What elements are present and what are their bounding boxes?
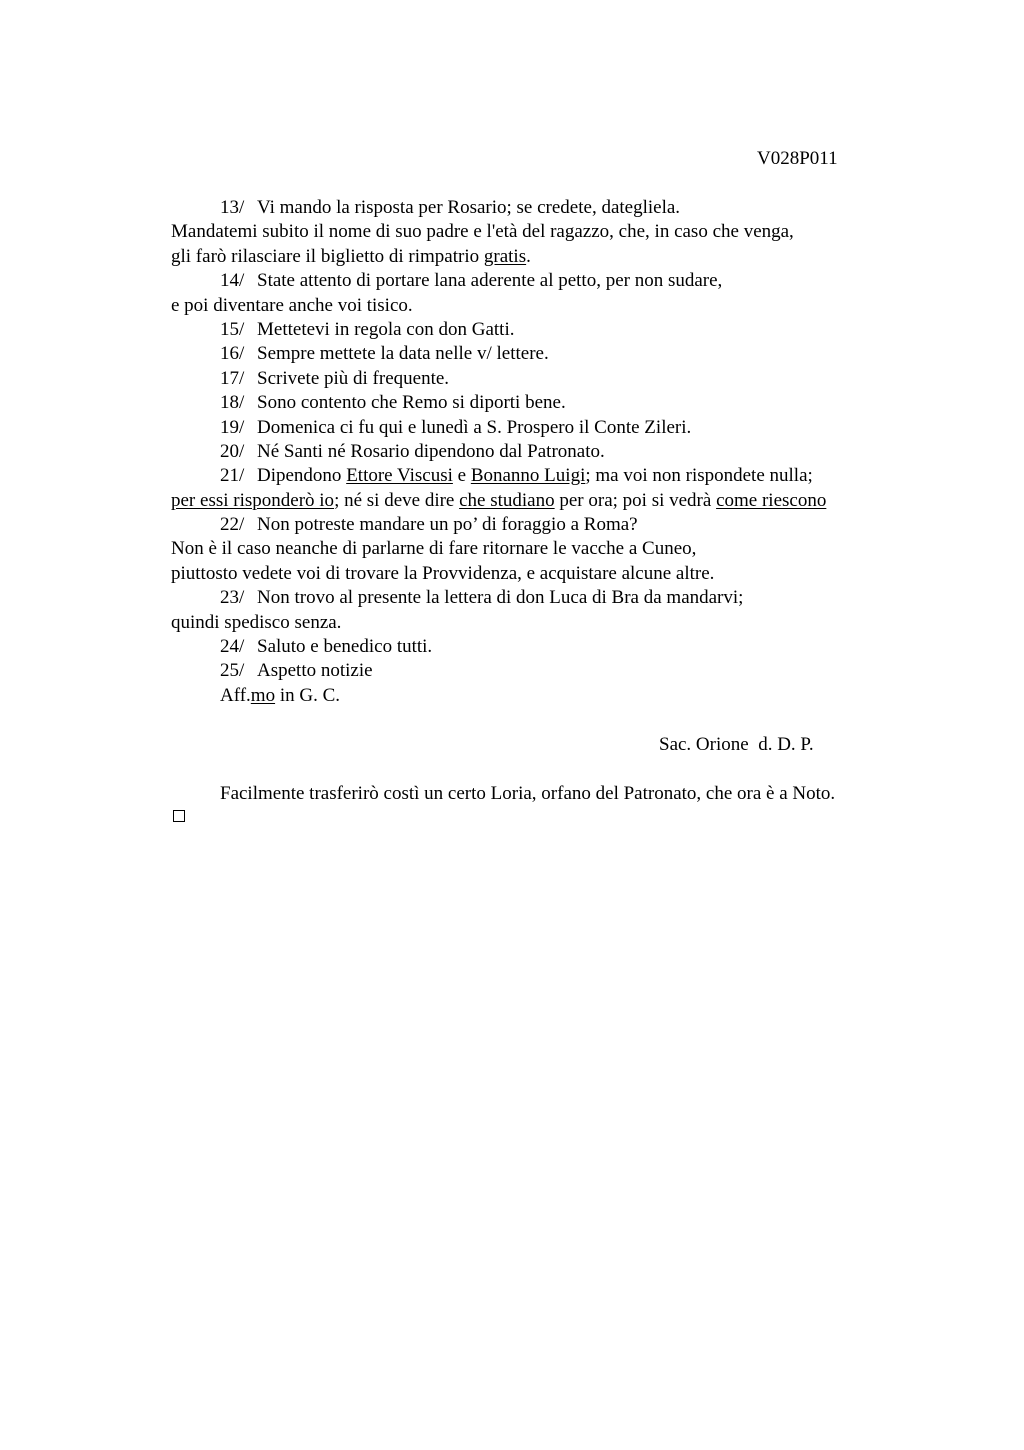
- line-text: Scrivete più di frequente.: [257, 367, 450, 389]
- line-text: in G. C.: [275, 684, 341, 706]
- line-text: e: [452, 465, 471, 487]
- line-text: ; né si deve dire: [334, 489, 460, 511]
- item-number: 15/: [220, 318, 245, 340]
- letter-line: [171, 220, 911, 244]
- letter-line: [171, 416, 911, 440]
- letter-line: [171, 464, 911, 488]
- item-number: 16/: [220, 343, 245, 365]
- letter-line: [171, 440, 911, 464]
- letter-line: [171, 586, 911, 610]
- item-number: 13/: [220, 197, 245, 218]
- line-text: e poi diventare anche voi tisico.: [171, 294, 413, 316]
- item-number: 24/: [220, 636, 245, 658]
- letter-line: [171, 489, 911, 513]
- underlined-text: gratis: [483, 245, 527, 267]
- letter-line: [171, 269, 911, 293]
- letter-line: [171, 196, 911, 220]
- underlined-text: che studiano: [459, 489, 555, 511]
- letter-line: [171, 513, 911, 537]
- letter-line: [171, 294, 911, 318]
- letter-line: [171, 659, 911, 683]
- line-text: Aff.: [220, 684, 251, 706]
- item-number: 18/: [220, 392, 245, 414]
- item-number: 21/: [220, 465, 245, 487]
- end-mark-box-icon: [173, 810, 185, 822]
- line-text: Vi mando la risposta per Rosario; se credete, dategliela.: [257, 197, 681, 218]
- letter-line: [171, 367, 911, 391]
- underlined-text: come riescono: [716, 489, 827, 511]
- line-text: Né Santi né Rosario dipendono dal Patronato.: [257, 440, 605, 462]
- line-text: gli farò rilasciare il biglietto di rimpatrio: [171, 245, 484, 267]
- letter-line: [171, 318, 911, 342]
- item-number: 20/: [220, 440, 245, 462]
- letter-line: [171, 391, 911, 415]
- line-text: Aspetto notizie: [257, 660, 373, 682]
- item-number: 17/: [220, 367, 245, 389]
- line-text: .: [526, 245, 531, 267]
- underlined-text: Ettore Viscusi: [346, 465, 453, 487]
- letter-line: [171, 342, 911, 366]
- underlined-text: mo: [250, 684, 276, 706]
- item-number: 14/: [220, 270, 245, 292]
- item-number: 25/: [220, 660, 245, 682]
- underlined-text: Bonanno Luigi: [470, 465, 586, 487]
- letter-line: [171, 635, 911, 659]
- underlined-text: per essi risponderò io: [171, 489, 335, 511]
- line-text: ; ma voi non rispondete nulla;: [585, 465, 813, 487]
- line-text: quindi spedisco senza.: [171, 611, 342, 633]
- item-number: 22/: [220, 514, 245, 536]
- line-text: Dipendono: [257, 465, 347, 487]
- item-number: 23/: [220, 587, 245, 609]
- line-text: Non è il caso neanche di parlarne di fare ritornare le vacche a Cuneo,: [171, 538, 697, 560]
- line-text: Saluto e benedico tutti.: [257, 636, 433, 658]
- line-text: Sempre mettete la data nelle v/ lettere.: [257, 343, 549, 365]
- item-number: 19/: [220, 416, 245, 438]
- line-text: per ora; poi si vedrà: [554, 489, 717, 511]
- letter-line: [171, 245, 911, 269]
- line-text: State attento di portare lana aderente al petto, per non sudare,: [257, 270, 723, 292]
- letter-line: [171, 611, 911, 635]
- letter-line: [171, 562, 911, 586]
- postscript: Facilmente trasferirò costì un certo Loria, orfano del Patronato, che ora è a Noto.: [220, 783, 836, 804]
- line-text: Domenica ci fu qui e lunedì a S. Prospero il Conte Zileri.: [257, 416, 692, 438]
- letter-line: [171, 537, 911, 561]
- line-text: piuttosto vedete voi di trovare la Provvidenza, e acquistare alcune altre.: [171, 562, 715, 584]
- letter-body: [171, 196, 911, 708]
- page-identifier: V028P011: [757, 148, 838, 169]
- line-text: Non potreste mandare un po’ di foraggio a Roma?: [257, 514, 638, 536]
- line-text: Sono contento che Remo si diporti bene.: [257, 392, 566, 414]
- line-text: Non trovo al presente la lettera di don Luca di Bra da mandarvi;: [257, 587, 744, 609]
- line-text: Mandatemi subito il nome di suo padre e l'età del ragazzo, che, in caso che venga,: [171, 221, 794, 243]
- signature: Sac. Orione d. D. P.: [659, 734, 814, 755]
- line-text: Mettetevi in regola con don Gatti.: [257, 318, 515, 340]
- closing-line: [171, 684, 911, 708]
